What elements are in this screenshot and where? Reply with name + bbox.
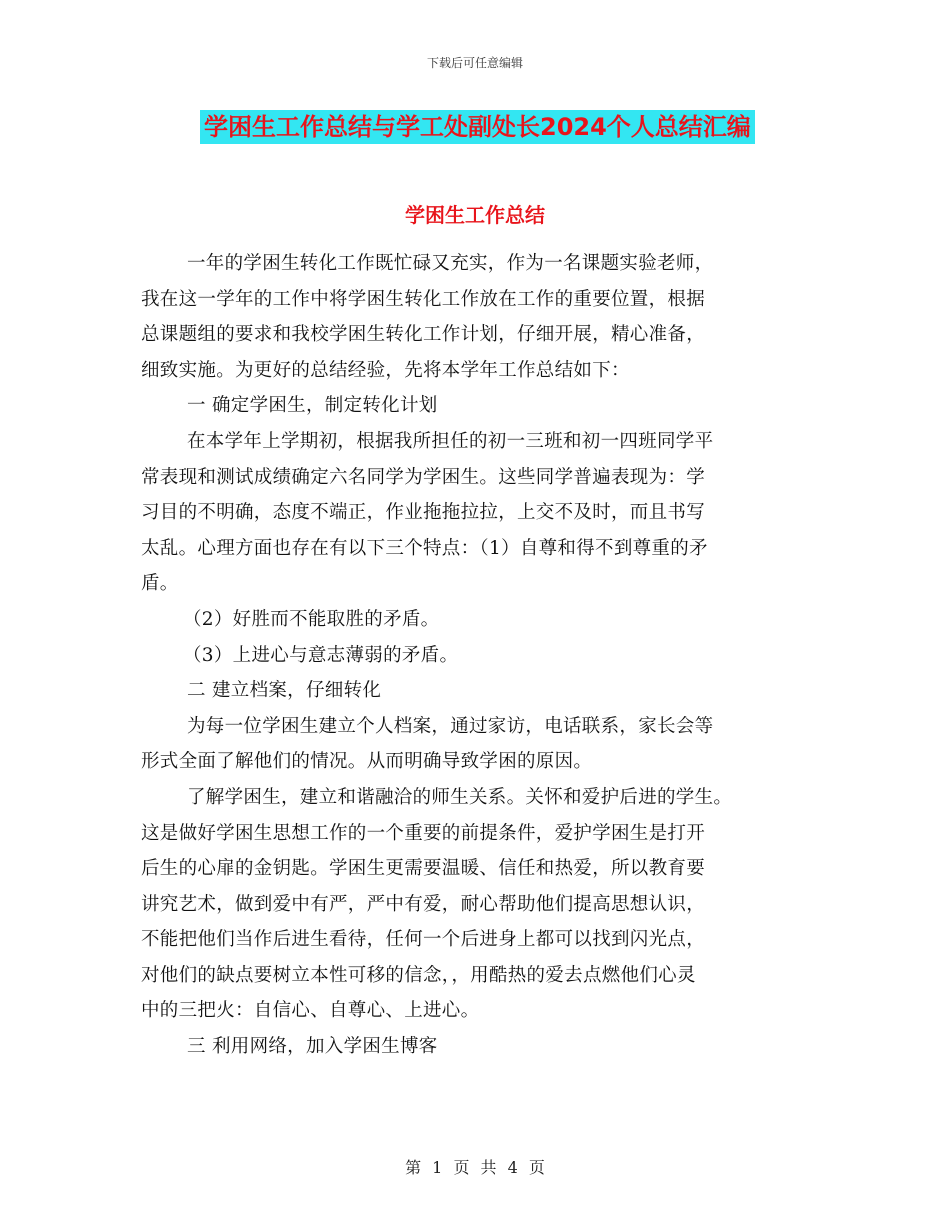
paragraph-line: 在本学年上学期初，根据我所担任的初一三班和初一四班同学平 xyxy=(187,430,714,452)
heading-line: 三 利用网络，加入学困生博客 xyxy=(187,1036,438,1058)
paragraph-line: 一年的学困生转化工作既忙碌又充实，作为一名课题实验老师， xyxy=(187,253,714,274)
paragraph-line: 盾。 xyxy=(141,573,179,595)
paragraph-line: 形式全面了解他们的情况。从而明确导致学困的原因。 xyxy=(141,751,593,773)
paragraph-line: 不能把他们当作后进生看待，任何一个后进身上都可以找到闪光点， xyxy=(141,929,706,951)
paragraph-line: 后生的心扉的金钥匙。学困生更需要温暖、信任和热爱，所以教育要 xyxy=(141,858,706,880)
paragraph-line: 讲究艺术，做到爱中有严，严中有爱，耐心帮助他们提高思想认识， xyxy=(141,893,706,915)
paragraph-line: 我在这一学年的工作中将学困生转化工作放在工作的重要位置，根据 xyxy=(141,288,706,310)
list-item-line: （3）上进心与意志薄弱的矛盾。 xyxy=(183,644,459,666)
paragraph-line: 太乱。心理方面也存在有以下三个特点：（1）自尊和得不到尊重的矛 xyxy=(141,537,708,559)
list-item-line: （2）好胜而不能取胜的矛盾。 xyxy=(183,608,440,630)
paragraph-line: 为每一位学困生建立个人档案，通过家访，电话联系，家长会等 xyxy=(187,715,714,737)
document-title: 学困生工作总结与学工处副处长2024个人总结汇编 xyxy=(200,110,755,144)
paragraph-line: 对他们的缺点要树立本性可移的信念，，用酷热的爱去点燃他们心灵 xyxy=(141,964,696,986)
paragraph-line: 中的三把火：自信心、自尊心、上进心。 xyxy=(141,1000,480,1022)
paragraph-line: 习目的不明确，态度不端正，作业拖拖拉拉，上交不及时，而且书写 xyxy=(141,502,706,524)
paragraph-line: 了解学困生，建立和谐融洽的师生关系。关怀和爱护后进的学生。 xyxy=(187,786,733,808)
page-footer: 第 1 页 共 4 页 xyxy=(405,1158,545,1177)
header-note: 下载后可任意编辑 xyxy=(426,56,523,70)
section-title: 学困生工作总结 xyxy=(405,203,545,227)
paragraph-line: 常表现和测试成绩确定六名同学为学困生。这些同学普遍表现为：学 xyxy=(141,466,706,488)
paragraph-line: 总课题组的要求和我校学困生转化工作计划，仔细开展，精心准备， xyxy=(141,324,706,346)
heading-line: 一 确定学困生，制定转化计划 xyxy=(187,395,438,417)
paragraph-line: 细致实施。为更好的总结经验，先将本学年工作总结如下： xyxy=(141,359,630,381)
body-text xyxy=(141,246,811,1065)
paragraph-line: 这是做好学困生思想工作的一个重要的前提条件，爱护学困生是打开 xyxy=(141,822,706,844)
heading-line: 二 建立档案，仔细转化 xyxy=(187,680,382,702)
